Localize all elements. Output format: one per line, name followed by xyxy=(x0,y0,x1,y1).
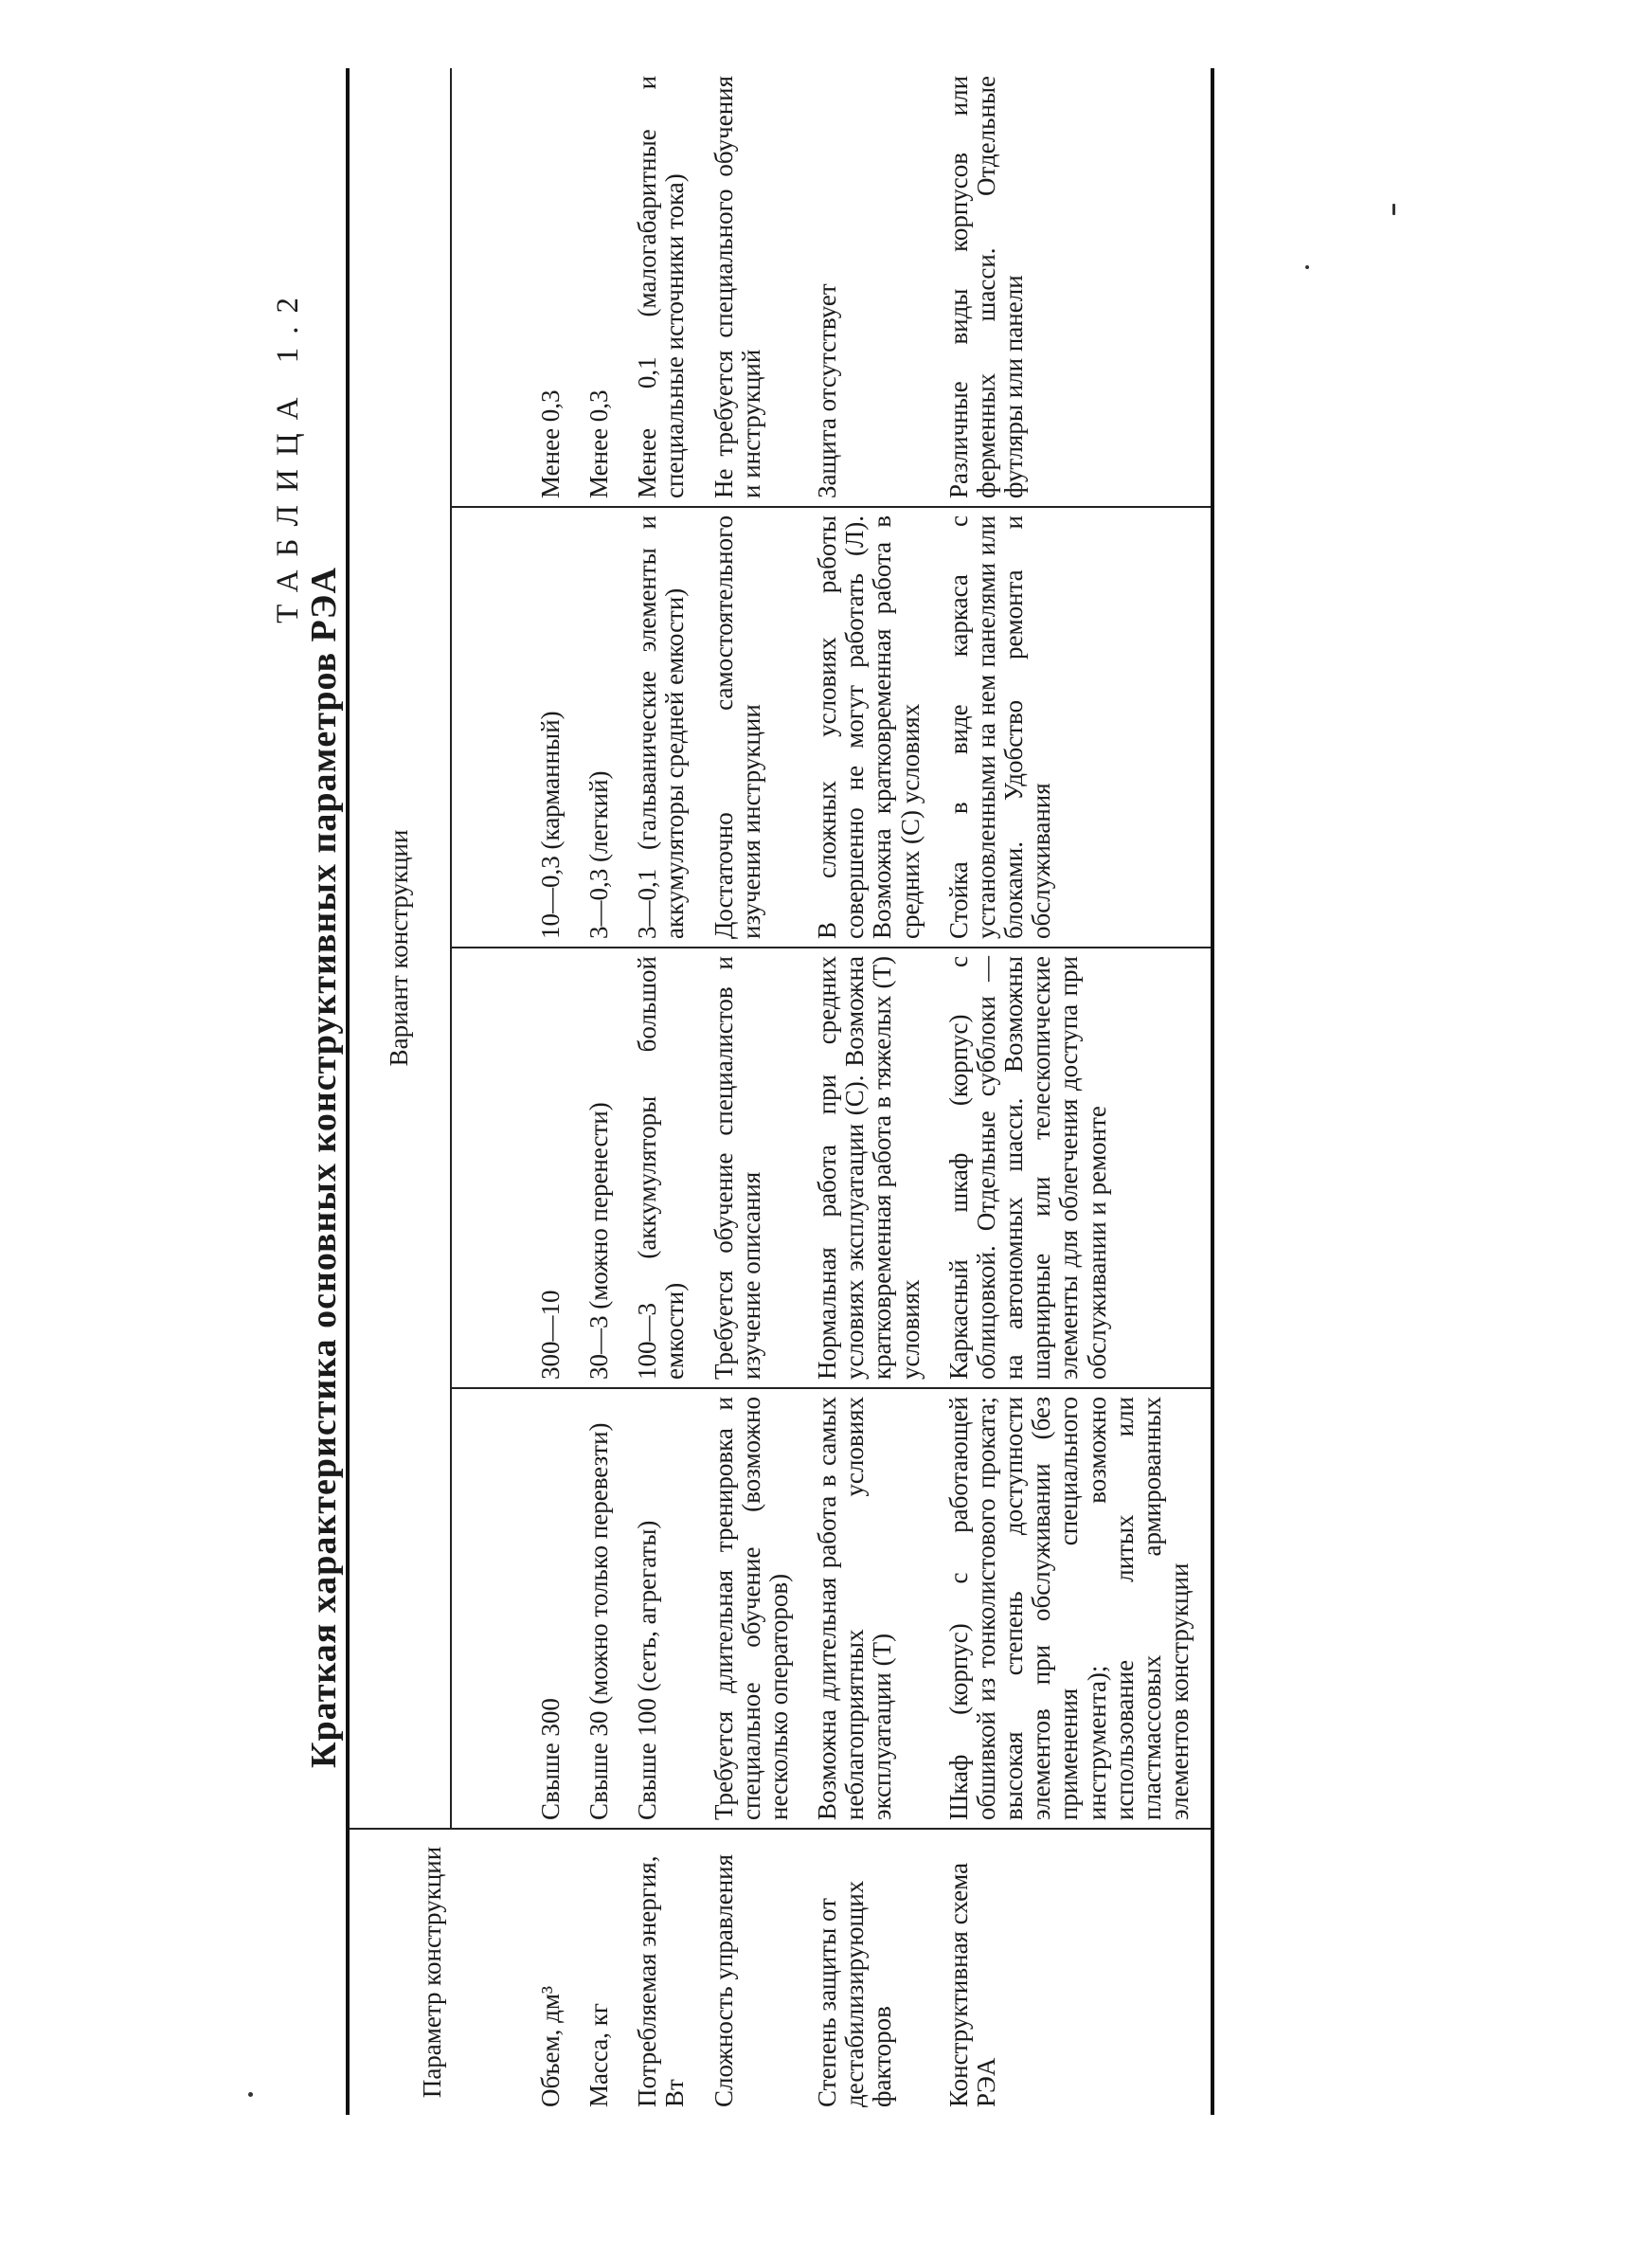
cell-control-2: Требуется обучение специалистов и изучение описания xyxy=(699,948,802,1388)
row-param-control: Сложность управления xyxy=(699,1829,802,2115)
cell-power-3: 3—0,1 (гальванические элементы и аккумуляторы средней емкости) xyxy=(622,507,698,948)
cell-control-1: Требуется длительная тренировка и специальное обучение (возможно несколько операторов) xyxy=(709,1397,793,1820)
cell-scheme-2: Каркасный шкаф (корпус) с облицовкой. Отдельные субблоки — на автономных шасси. Возможны шарнирные или телескопические элементы для облегчения доступа при обслуживании и ремонте xyxy=(934,948,1212,1388)
cell-volume-1: Свыше 300 xyxy=(536,1698,565,1820)
subheader-col-4 xyxy=(451,68,516,507)
cell-power-2: 100—3 (аккумуляторы большой емкости) xyxy=(622,948,698,1388)
table-number-label: ТАБЛИЦА 1.2 xyxy=(271,284,305,623)
cell-power-4: Менее 0,1 (малогабаритные и специальные источники тока) xyxy=(622,68,698,507)
cell-mass-1: Свыше 30 (можно только перевезти) xyxy=(584,1422,614,1820)
table-title: Краткая характеристика основных конструктивных параметров РЭА xyxy=(304,567,344,1768)
table-row-control xyxy=(699,68,802,2115)
cell-scheme-3: Стойка в виде каркаса с установленными на нем панелями или блоками. Удобство ремонта и обслуживания xyxy=(934,507,1212,948)
row-param-scheme: Конструктивная схема РЭА xyxy=(934,1829,1212,2115)
table-row-scheme xyxy=(934,68,1212,2115)
scan-speck xyxy=(1392,204,1395,215)
row-param-mass: Масса, кг xyxy=(574,1829,622,2115)
cell-power-1: Свыше 100 (сеть, агрегаты) xyxy=(633,1520,662,1820)
table-row-power xyxy=(622,68,698,2115)
subheader-col-3 xyxy=(451,507,516,948)
header-parameter: Параметр конструкции xyxy=(348,1829,516,2115)
cell-protection-4: Защита отсутствует xyxy=(802,68,934,507)
scan-speck xyxy=(248,2092,253,2097)
cell-protection-1: Возможна длительная работа в самых неблагоприятных условиях эксплуатации (Т) xyxy=(813,1397,897,1820)
table-row-mass xyxy=(574,68,622,2115)
cell-mass-4: Менее 0,3 xyxy=(574,68,622,507)
cell-volume-2: 300—10 xyxy=(516,948,574,1388)
row-param-volume: Объем, дм³ xyxy=(516,1829,574,2115)
cell-control-3: Достаточно самостоятельного изучения инструкции xyxy=(699,507,802,948)
table-row-protection xyxy=(802,68,934,2115)
subheader-col-1 xyxy=(451,1388,516,1829)
cell-scheme-1: Шкаф (корпус) с работающей обшивкой из тонколистового проката; высокая степень доступности элементов при обслуживании (без применения специального инструмента); возможно использование литых или пластмассовых армированных элементов конструкции xyxy=(934,1388,1212,1829)
cell-mass-2: 30—3 (можно перенести) xyxy=(574,948,622,1388)
cell-scheme-4: Различные виды корпусов или ферменных шасси. Отдельные футляры или панели xyxy=(934,68,1212,507)
cell-mass-3: 3—0,3 (легкий) xyxy=(574,507,622,948)
table-row-volume xyxy=(516,68,574,2115)
cell-protection-2: Нормальная работа при средних условиях эксплуатации (С). Возможна кратковременная работа в тяжелых (Т) условиях xyxy=(802,948,934,1388)
header-variant: Вариант конструкции xyxy=(348,68,451,1829)
cell-control-4: Не требуется специального обучения и инструкций xyxy=(699,68,802,507)
cell-volume-3: 10—0,3 (карманный) xyxy=(516,507,574,948)
cell-volume-4: Менее 0,3 xyxy=(516,68,574,507)
cell-protection-3: В сложных условиях работы совершенно не могут работать (Л). Возможна кратковременная работа в средних (С) условиях xyxy=(802,507,934,948)
row-param-protection: Степень защиты от дестабилизирующих факторов xyxy=(802,1829,934,2115)
scan-speck xyxy=(1305,265,1309,269)
row-param-power: Потребляемая энергия, Вт xyxy=(622,1829,698,2115)
subheader-col-2 xyxy=(451,948,516,1388)
parameters-table xyxy=(346,68,1214,2115)
